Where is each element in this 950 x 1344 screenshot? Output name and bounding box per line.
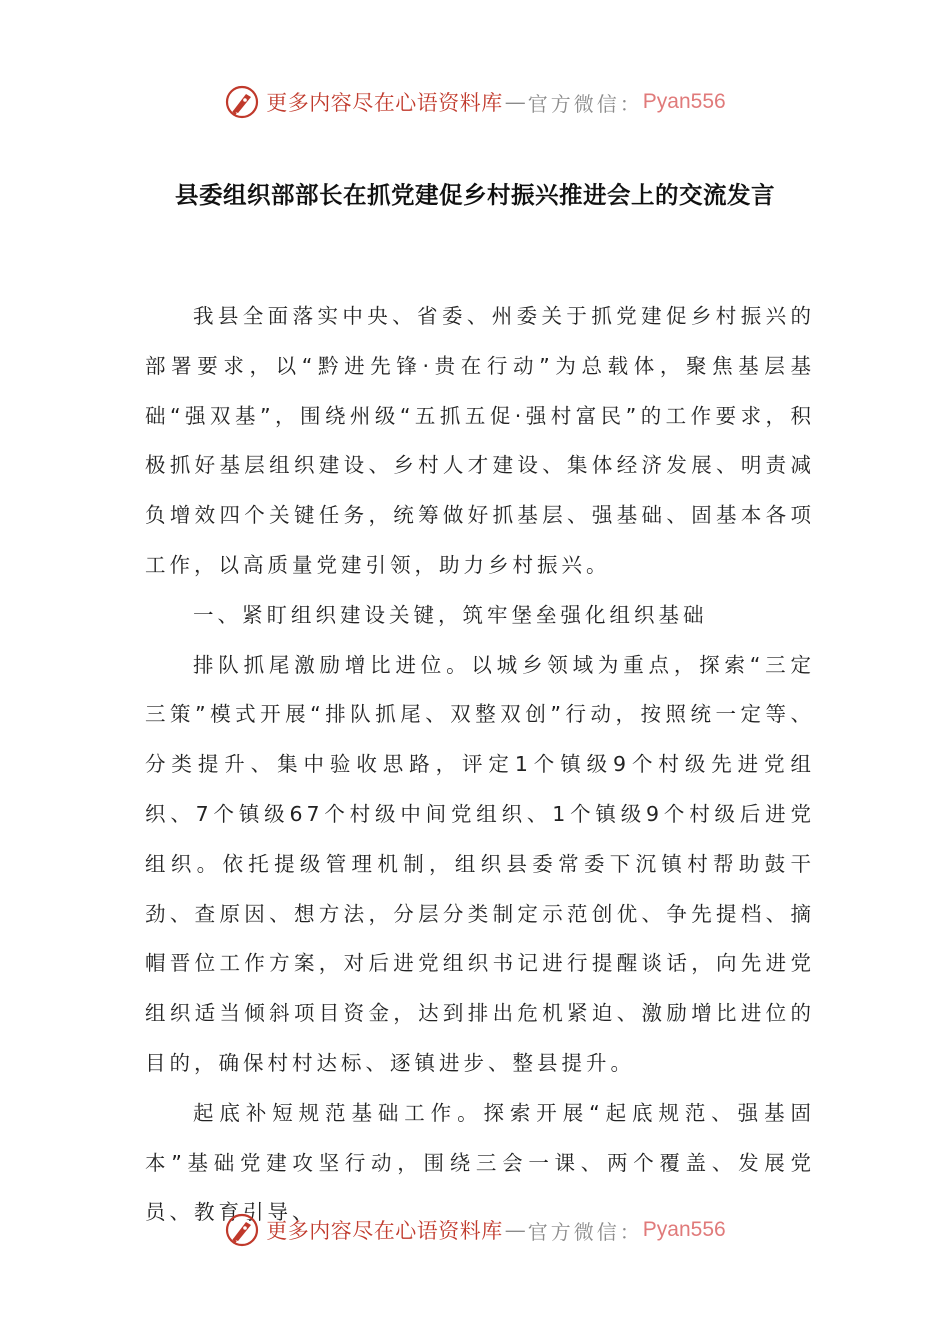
banner-text: 更多内容尽在心语资料库 xyxy=(266,91,503,115)
paragraph-intro: 我县全面落实中央、省委、州委关于抓党建促乡村振兴的部署要求，以“黔进先锋·贵在行动”为总载体，聚焦基层基础“强双基”，围绕州级“五抓五促·强村富民”的工作要求，积极抓好基层组织建设、乡村人才建设、集体经济发展、明责减负增效四个关键任务，统筹做好抓基层、强基础、固基本各项工作，以高质量党建引领，助力乡村振兴。 xyxy=(145,304,815,577)
footer-watermark-banner xyxy=(0,1208,950,1252)
wechat-id: Pyan556 xyxy=(642,1218,726,1241)
wechat-label: 官方微信： xyxy=(527,1219,643,1244)
section-heading: 一、紧盯组织建设关键，筑牢堡垒强化组织基础 xyxy=(193,602,708,627)
pen-nib-logo-icon xyxy=(224,1212,260,1248)
paragraph-ranking: 排队抓尾激励增比进位。以城乡领域为重点，探索“三定三策”模式开展“排队抓尾、双整双创”行动，按照统一定等、分类提升、集中验收思路，评定1个镇级9个村级先进党组织、7个镇级67个村级中间党组织、1个镇级9个村级后进党组织。依托提级管理机制，组织县委常委下沉镇村帮助鼓干劲、查原因、想方法，分层分类制定示范创优、争先提档、摘帽晋位工作方案，对后进党组织书记进行提醒谈话，向先进党组织适当倾斜项目资金，达到排出危机紧迫、激励增比进位的目的，确保村村达标、逐镇进步、整县提升。 xyxy=(145,652,815,1075)
document-title: 县委组织部部长在抓党建促乡村振兴推进会上的交流发言 xyxy=(175,181,775,209)
pen-nib-logo-icon xyxy=(224,84,260,120)
banner-dash: — xyxy=(504,1218,526,1242)
banner-dash: — xyxy=(504,90,526,114)
paragraph-foundation: 起底补短规范基础工作。探索开展“起底规范、强基固本”基础党建攻坚行动，围绕三会一课、两个覆盖、发展党员、教育引导、 xyxy=(145,1100,815,1225)
wechat-label: 官方微信： xyxy=(527,91,643,116)
wechat-id: Pyan556 xyxy=(642,90,726,113)
banner-text: 更多内容尽在心语资料库 xyxy=(266,1219,503,1243)
document-body xyxy=(145,292,815,1238)
header-watermark-banner xyxy=(0,80,950,124)
